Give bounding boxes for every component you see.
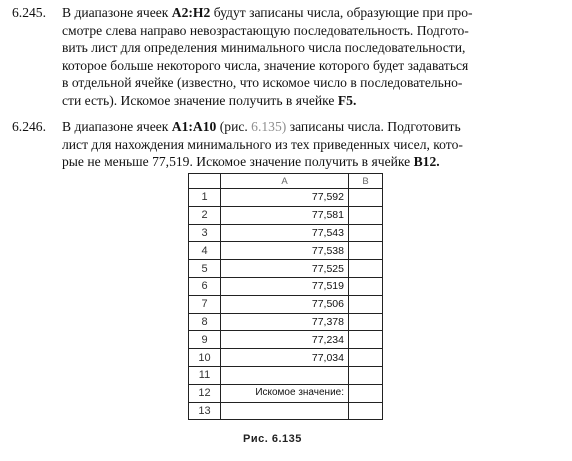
text-line	[62, 22, 469, 40]
text-run: (рис.	[216, 119, 252, 134]
cell-b	[349, 331, 383, 349]
column-header-row	[189, 174, 383, 189]
bold-ref: B12.	[413, 154, 440, 170]
row-number: 3	[189, 224, 221, 242]
corner-cell	[189, 174, 221, 189]
sheet-row	[189, 189, 383, 207]
cell-a	[221, 366, 349, 384]
text-run: вить лист для определения минимального числа последовательности,	[62, 40, 466, 56]
cell-b	[349, 260, 383, 278]
sheet-row	[189, 242, 383, 260]
problem-number: 6.246.	[12, 119, 46, 134]
bold-ref: A1:A10	[171, 119, 217, 134]
text-line	[62, 74, 462, 92]
sheet-row	[189, 277, 383, 295]
row-number: 5	[189, 260, 221, 278]
sheet-row	[189, 295, 383, 313]
cell-a: 77,506	[221, 295, 349, 313]
cell-a: Искомое значение:	[221, 384, 349, 402]
cell-a: 77,538	[221, 242, 349, 260]
row-number: 10	[189, 349, 221, 367]
sheet-row	[189, 331, 383, 349]
row-number: 1	[189, 189, 221, 207]
cell-a	[221, 402, 349, 420]
sheet-row	[189, 224, 383, 242]
sheet-row	[189, 349, 383, 367]
sheet-row	[189, 260, 383, 278]
cell-b	[349, 242, 383, 260]
text-line	[62, 153, 440, 171]
cell-a: 77,592	[221, 189, 349, 207]
row-number: 9	[189, 331, 221, 349]
cell-b	[349, 384, 383, 402]
text-run: В диапазоне ячеек	[62, 119, 172, 134]
row-number: 8	[189, 313, 221, 331]
spreadsheet-figure	[188, 173, 383, 420]
row-number: 11	[189, 366, 221, 384]
row-number: 4	[189, 242, 221, 260]
text-run: лист для нахождения минимального из тех приведенных чисел, кото-	[62, 136, 463, 152]
sheet-row	[189, 206, 383, 224]
text-run: в отдельной ячейке (известно, что искомое число в последовательно-	[62, 75, 463, 91]
text-run: В диапазоне ячеек	[62, 5, 172, 20]
text-line	[62, 136, 463, 154]
bold-ref: A2:H2	[171, 5, 211, 20]
row-number: 6	[189, 277, 221, 295]
text-line	[62, 118, 461, 136]
cell-b	[349, 366, 383, 384]
problem-number: 6.245.	[12, 5, 46, 20]
cell-a: 77,525	[221, 260, 349, 278]
cell-b	[349, 206, 383, 224]
text-run: смотре слева направо невозрастающую последовательность. Подгото-	[62, 22, 469, 38]
cell-a: 77,234	[221, 331, 349, 349]
sheet-row	[189, 366, 383, 384]
cell-b	[349, 313, 383, 331]
bold-ref: F5.	[337, 93, 357, 108]
text-run: записаны числа. Подготовить	[286, 119, 461, 134]
row-number: 2	[189, 206, 221, 224]
cell-b	[349, 189, 383, 207]
cell-b	[349, 295, 383, 313]
sheet-row	[189, 384, 383, 402]
text-line	[62, 4, 473, 22]
figure-caption: Рис. 6.135	[243, 433, 302, 445]
sheet-row	[189, 313, 383, 331]
cell-a: 77,581	[221, 206, 349, 224]
text-line	[62, 39, 465, 57]
text-line	[62, 92, 356, 110]
row-number: 7	[189, 295, 221, 313]
cell-b	[349, 349, 383, 367]
cell-a: 77,543	[221, 224, 349, 242]
cell-b	[349, 402, 383, 420]
row-number: 13	[189, 402, 221, 420]
text-run: будут записаны числа, образующие при про-	[210, 5, 473, 20]
text-line	[62, 57, 468, 75]
text-run: рые не меньше 77,519. Искомое значение получить в ячейке	[62, 154, 414, 170]
cell-a: 77,378	[221, 313, 349, 331]
sheet-row	[189, 402, 383, 420]
cell-a: 77,519	[221, 277, 349, 295]
row-number: 12	[189, 384, 221, 402]
text-run: сти есть). Искомое значение получить в ячейке	[62, 93, 338, 108]
cell-b	[349, 277, 383, 295]
text-run: которое больше некоторого числа, значение которого будет задаваться	[62, 57, 469, 73]
cell-a: 77,034	[221, 349, 349, 367]
cell-b	[349, 224, 383, 242]
figure-ref: 6.135)	[251, 119, 287, 134]
column-header-b: B	[349, 174, 383, 189]
column-header-a: A	[221, 174, 349, 189]
